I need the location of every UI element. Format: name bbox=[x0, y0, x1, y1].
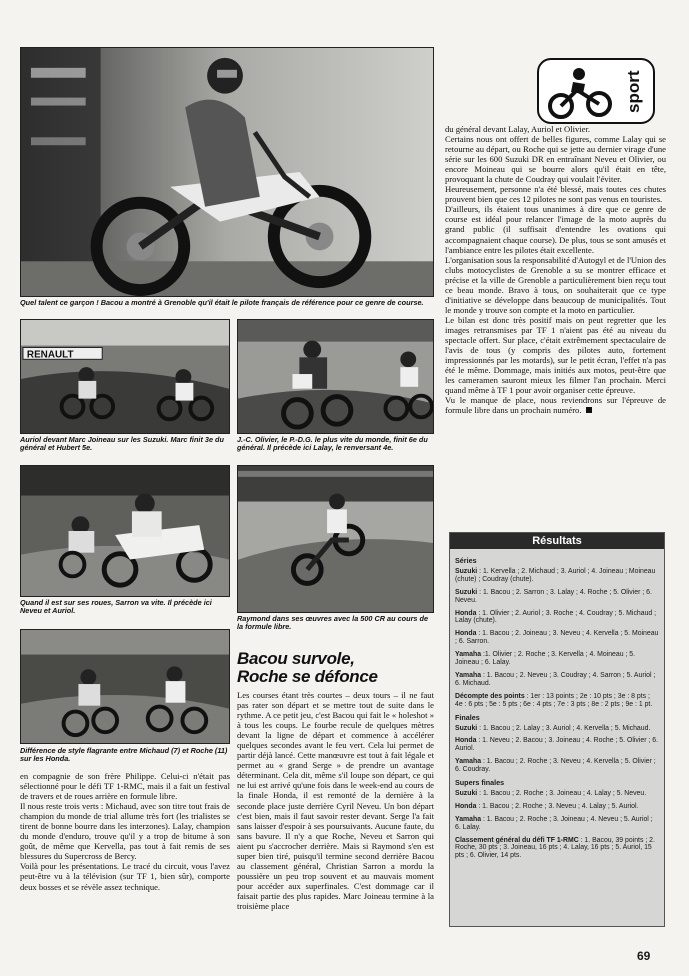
results-line-label: Suzuki bbox=[455, 567, 478, 575]
results-line bbox=[455, 630, 659, 646]
photo-bacou bbox=[20, 47, 434, 297]
photo-olivier bbox=[237, 319, 434, 434]
results-line bbox=[455, 725, 659, 733]
results-line-label: Honda bbox=[455, 630, 477, 638]
results-line-text: : 1. Bacou ; 2. Joineau ; 3. Neveu ; 4. Kervella ; 5. Moineau ; 6. Sarron. bbox=[455, 630, 659, 646]
results-body bbox=[450, 549, 664, 860]
results-section-heading: Finales bbox=[455, 712, 480, 722]
results-line-text: : 1. Neveu ; 2. Bacou ; 3. Joineau ; 4. Roche ; 5. Olivier ; 6. Auriol. bbox=[455, 737, 658, 753]
results-line bbox=[455, 837, 659, 861]
results-line-label: Suzuki bbox=[455, 724, 478, 732]
results-line-text: : 1er : 13 points ; 2e : 10 pts ; 3e : 8 pts ; 4e : 6 pts ; 5e : 5 pts ; 6e : 4 pts ; 7e : 3 pts ; 8e : 2 pts ; 9e : 1 pt. bbox=[455, 692, 653, 708]
results-line-text: : 1. Bacou ; 2. Neveu ; 3. Coudray ; 4. Sarron ; 5. Auriol ; 6. Michaud. bbox=[455, 671, 656, 687]
results-line-label: Honda bbox=[455, 737, 477, 745]
headline-line1: Bacou survole, bbox=[237, 649, 355, 668]
caption-michaud: Différence de style flagrante entre Michaud (7) et Roche (11) sur les Honda. bbox=[20, 746, 228, 764]
article-col-mid bbox=[237, 690, 434, 911]
results-section-heading: Supers finales bbox=[455, 778, 505, 788]
results-line-text: : 1. Bacou, 39 points ; 2. Roche, 30 pts ; 3. Joineau, 16 pts ; 4. Lalay, 16 pts ; 5. Auriol, 15 pts ; 6. Olivier, 14 pts. bbox=[455, 836, 655, 860]
results-line bbox=[455, 589, 659, 605]
results-line bbox=[455, 568, 659, 584]
results-line-label: Suzuki bbox=[455, 588, 478, 596]
results-line-text: : 1. Bacou ; 2. Sarron ; 3. Lalay ; 4. Roche ; 5. Olivier ; 6. Neveu. bbox=[455, 588, 652, 604]
article-col-mid-text: Les courses étant très courtes – deux tours – il ne faut pas rater son départ et se mettre tout de suite dans le rythme. A ce petit jeu, c'est Bacou qui fait le « holeshot » à tous les coups. Le fourbe recule de quelques mètres devant la ligne de départ et commence à accélérer quelques secondes avant le feu vert. Cela lui permet de partir déjà lancé. Cette manœuvre est tout à fait légale et permet au « grand Serge » de prendre un avantage déterminant. Cela dit, même s'il loupe son départ, ce qui ne lui est arrivé qu'une fois dans le week-end au cours de la finale Honda, il est remonté de la dernière à la seconde place juste derrière Cyril Neveu. Un bon départ c'est bien, mais il faut savoir rester devant. Serge l'a fait sans laisser d'espoir à ses poursuivants. Aucune faute, du sans bavure. Il n'y a que Roche, Neveu et Sarron qui aient pu s'accrocher derrière. Mais si Raymond s'en est super bien tiré, puisqu'il termine second derrière Bacou au classement général, Christian Sarron a mordu la poussière un peu trop souvent et au mauvais moment pour accéder aux superfinales. C'est dommage car il faisait partie des plus rapides. Marc Joineau termine à la troisième place bbox=[237, 690, 434, 911]
page-number: 69 bbox=[637, 949, 651, 963]
results-line bbox=[455, 737, 659, 753]
photo-michaud bbox=[20, 629, 230, 744]
headline-line2: Roche se défonce bbox=[237, 667, 378, 686]
caption-auriol: Auriol devant Marc Joineau sur les Suzuki. Marc finit 3e du général et Hubert 5e. bbox=[20, 435, 224, 453]
caption-main: Quel talent ce garçon ! Bacou a montré à Grenoble qu'il était le pilote français de référence pour ce genre de course. bbox=[20, 298, 424, 307]
results-line bbox=[455, 693, 659, 709]
results-line-label: Décompte des points bbox=[455, 692, 525, 700]
results-line bbox=[455, 651, 659, 667]
results-line-label: Yamaha bbox=[455, 815, 482, 823]
banner-text: RENAULT bbox=[26, 349, 74, 361]
results-line-label: Yamaha bbox=[455, 671, 482, 679]
article-col-left bbox=[20, 771, 230, 892]
article-col-left-text: en compagnie de son frère Philippe. Celui-ci n'était pas sélectionné pour le défi TF 1-RMC, mais il a fait un festival de travers et de roues arrière en formule libre. Il nous reste trois verts : Michaud, avec son titre tout frais de champion du monde de trial allume très fort (les trialistes se tirent de bonne bourre dans les interzones). Lalay, champion du monde d'enduro, trouve qu'il y a trop de bitume à son goût, de même que Kervella, pas tout à fait remis de ses blessures du Supercross de Bercy. Voilà pour les présentations. Le tracé du circuit, vous l'avez peut-être vu à la télévision (sur TF 1, bien sûr), comporte deux bosses et se révèle assez technique. bbox=[20, 771, 230, 892]
results-box bbox=[449, 532, 665, 927]
photo-raymond bbox=[237, 465, 434, 613]
caption-olivier: J.-C. Olivier, le P.-D.G. le plus vite du monde, finit 6e du général. Il précède ici Lalay, le renversant 4e. bbox=[237, 435, 428, 453]
results-line bbox=[455, 758, 659, 774]
results-line-label: Yamaha bbox=[455, 758, 482, 766]
results-line-text: : 1. Olivier ; 2. Auriol ; 3. Roche ; 4. Coudray ; 5. Michaud ; Lalay (chute). bbox=[455, 609, 657, 625]
caption-sarron: Quand il est sur ses roues, Sarron va vite. Il précède ici Neveu et Auriol. bbox=[20, 598, 212, 616]
results-line-label: Classement général du défi TF 1-RMC bbox=[455, 836, 579, 844]
article-col-right bbox=[445, 124, 666, 415]
results-line-label: Honda bbox=[455, 609, 477, 617]
results-line-label: Suzuki bbox=[455, 789, 478, 797]
results-line bbox=[455, 803, 659, 811]
results-section-heading: Séries bbox=[455, 556, 477, 565]
article-col-right-text: du général devant Lalay, Auriol et Olivier. Certains nous ont offert de belles figures, comme Lalay qui se retourne au départ, ou Roche qui se jette au dernier virage d'une série sur les 600 Suzuki DR en entraînant Neveu et Olivier, ou encore Moineau qui se bourre alors qu'il était en tête, provoquant la chute de Coudray qui voulait l'éviter. Heureusement, personne n'a été blessé, mais toutes ces chutes prouvent bien que ces 12 pilotes ne sont pas venus en touristes. D'ailleurs, ils étaient tous unanimes à dire que ce genre de course est idéal pour relancer l'image de la moto auprès du grand public (il suffisait d'entendre les ovations qui accompagnaient chaque course). De plus, tous se sont amusés et l'ambiance entre les pilotes était excellente. L'organisation sous la responsabilité d'Autogyl et de l'Union des clubs motocyclistes de Grenoble a su se montrer efficace et précise et la ville de Grenoble a particulièrement bien reçu tout ce beau monde. Bravo à tous, on souhaiterait que ce type d'initiative se développe dans beaucoup de municipalités. Tout le monde y trouve son compte et la moto en particulier. Le bilan est donc très positif mais on peut regretter que les images retransmises par TF 1 n'aient pas été au niveau du spectacle offert. Sur place, c'était extrêmement spectaculaire de l'avis de tous (y compris des pilotes auto, fortement impressionnés par les motards), sur le petit écran, l'effet n'a pas été le même. Dommage, mais initiés aux motos, peut-être que les cameramen sauront mieux les filmer l'an prochain. Merci quand même à TF 1 pour avoir organiser cette épreuve. Vu le manque de place, nous reviendrons sur l'épreuve de formule libre dans un prochain numéro. bbox=[445, 124, 666, 416]
sport-logo-text: sport bbox=[624, 70, 643, 114]
results-line-text: : 1. Kervella ; 2. Michaud ; 3. Auriol ; 4. Joineau ; Moineau (chute) ; Coudray (chute). bbox=[455, 567, 656, 583]
results-line-text: : 1. Bacou ; 2. Roche ; 3. Neveu ; 4. Lalay ; 5. Auriol. bbox=[476, 802, 639, 810]
photo-auriol bbox=[20, 319, 230, 434]
end-mark bbox=[586, 407, 592, 413]
results-line-label: Honda bbox=[455, 802, 477, 810]
results-line-text: :1. Olivier ; 2. Roche ; 3. Kervella ; 4. Moineau ; 5. Joineau ; 6. Lalay. bbox=[455, 651, 636, 667]
results-line-label: Yamaha bbox=[455, 651, 482, 659]
photo-sarron bbox=[20, 465, 230, 597]
results-line-text: : 1. Bacou ; 2. Roche ; 3. Joineau ; 4. Neveu ; 5. Auriol ; 6. Lalay. bbox=[455, 815, 653, 831]
results-line-text: : 1. Bacou ; 2. Lalay ; 3. Auriol ; 4. Kervella ; 5. Michaud. bbox=[477, 724, 651, 732]
results-line bbox=[455, 816, 659, 832]
sport-logo bbox=[537, 58, 655, 124]
results-line bbox=[455, 610, 659, 626]
results-line-text: : 1. Bacou ; 2. Roche ; 3. Neveu ; 4. Kervella ; 5. Olivier ; 6. Coudray. bbox=[455, 758, 656, 774]
results-line-text: : 1. Bacou ; 2. Roche ; 3. Joineau ; 4. Lalay ; 5. Neveu. bbox=[477, 789, 647, 797]
results-line bbox=[455, 672, 659, 688]
caption-raymond: Raymond dans ses œuvres avec la 500 CR au cours de la formule libre. bbox=[237, 614, 429, 632]
results-line bbox=[455, 790, 659, 798]
headline bbox=[237, 650, 434, 686]
results-title: Résultats bbox=[450, 533, 664, 549]
